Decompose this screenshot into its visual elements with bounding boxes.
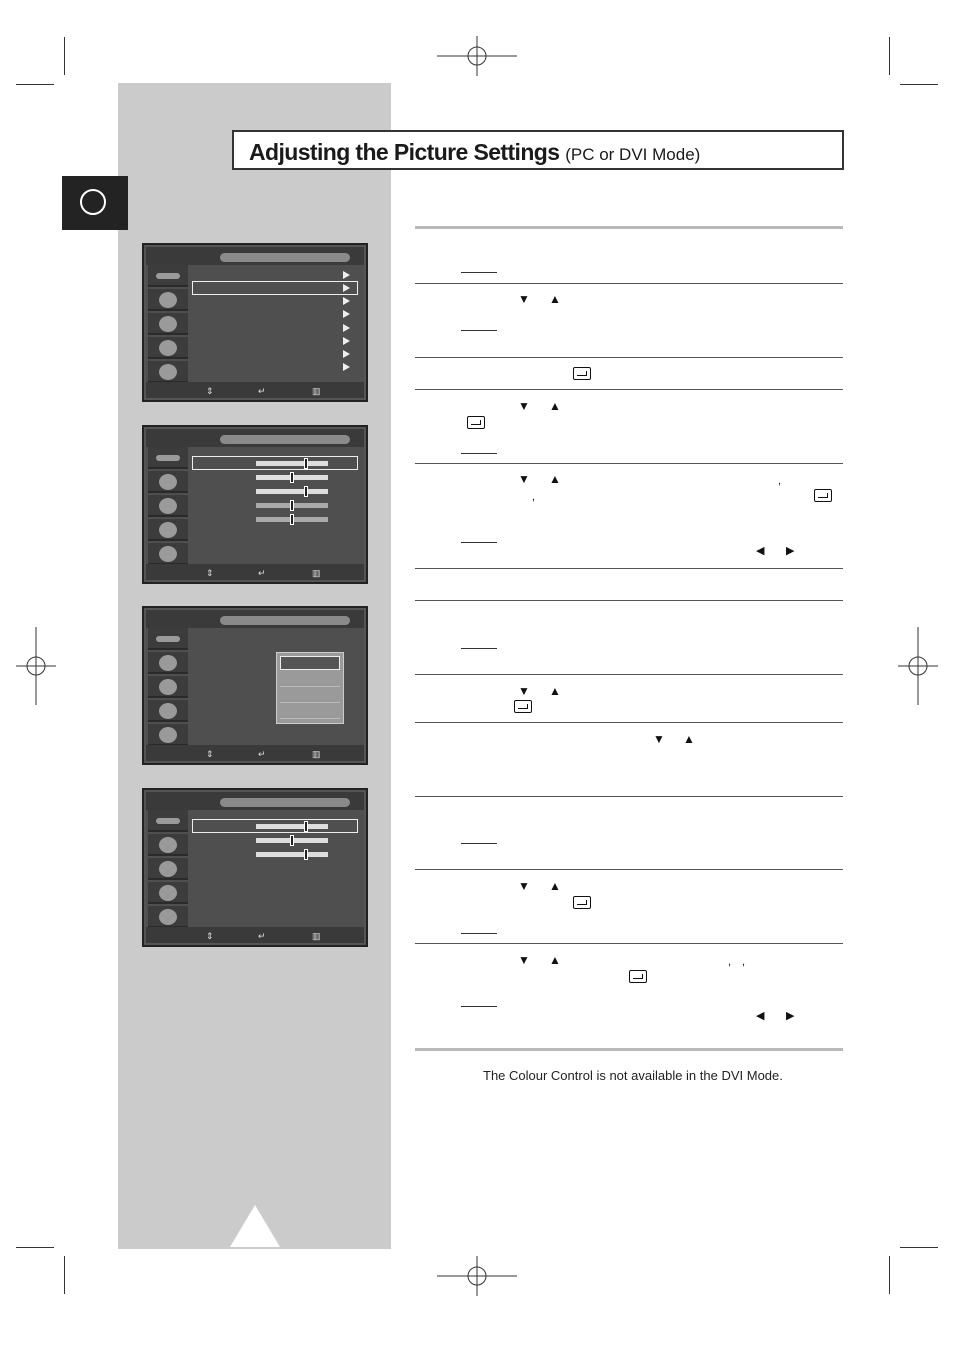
registration-mark [898,627,938,705]
osd-screen-popup [142,606,368,765]
enter-icon [514,700,532,713]
sound-icon [148,289,188,311]
crop-mark [900,1247,938,1248]
osd-title-bar [146,610,364,628]
channel-icon [148,495,188,517]
section-rule-bottom [415,1048,843,1051]
exit-icon: ▥ [312,386,321,396]
popup-option [280,689,340,703]
registration-mark [437,1256,517,1296]
osd-title-bar [146,247,364,265]
up-icon: ▲ [549,879,561,893]
slider-knob [304,821,308,832]
osd-title-pill [220,798,350,807]
section-tab [62,176,128,230]
osd-control-bar [146,382,364,398]
menu-arrow-icon [343,271,350,279]
comma-mark: , [532,491,536,503]
osd-icon-column [148,628,188,746]
right-icon: ▶ [786,545,795,557]
exit-icon: ▥ [312,931,321,941]
registration-mark [437,36,517,76]
enter-icon [814,489,832,502]
input-icon [148,724,188,746]
down-icon: ▼ [518,953,530,967]
up-icon: ▲ [549,472,561,486]
down-icon: ▼ [518,472,530,486]
page-subtitle: (PC or DVI Mode) [565,145,701,164]
osd-slider [256,517,328,522]
input-icon [148,543,188,565]
step-divider [415,463,843,464]
setup-icon [148,337,188,359]
setup-icon [148,882,188,904]
picture-icon [148,265,188,287]
step-divider [415,357,843,358]
step-divider [415,796,843,797]
result-marker [461,453,497,454]
menu-arrow-icon [343,310,350,318]
picture-icon [148,628,188,650]
osd-slider [256,824,328,829]
result-marker [461,843,497,844]
osd-icon-column [148,265,188,383]
right-icon: ▶ [786,1010,795,1022]
step-divider [415,869,843,870]
page-title-text: Adjusting the Picture Settings [249,139,560,165]
osd-slider [256,838,328,843]
osd-screen-colour-sliders [142,788,368,947]
menu-arrow-icon [343,297,350,305]
step-divider [415,389,843,390]
move-icon: ⇕ [206,749,214,759]
setup-icon [148,519,188,541]
crop-mark [16,1247,54,1248]
input-icon [148,906,188,928]
result-marker [461,272,497,273]
crop-mark [889,37,890,75]
osd-icon-column [148,810,188,928]
footnote: The Colour Control is not available in the DVI Mode. [483,1068,783,1083]
up-icon: ▲ [549,684,561,698]
slider-knob [290,472,294,483]
enter-icon: ↵ [258,386,266,396]
osd-title-pill [220,253,350,262]
osd-title-bar [146,792,364,810]
down-icon: ▼ [653,732,665,746]
enter-icon [573,367,591,380]
menu-arrow-icon [343,350,350,358]
picture-icon [148,447,188,469]
result-marker [461,542,497,543]
slider-knob [304,849,308,860]
osd-selected-row [192,281,358,295]
down-icon: ▼ [518,684,530,698]
step-divider [415,283,843,284]
up-icon: ▲ [549,953,561,967]
move-icon: ⇕ [206,931,214,941]
enter-icon: ↵ [258,931,266,941]
step-divider [415,600,843,601]
crop-mark [889,1256,890,1294]
section-rule-top [415,226,843,229]
menu-arrow-icon [343,324,350,332]
exit-icon: ▥ [312,749,321,759]
popup-option [280,656,340,670]
menu-arrow-icon [343,284,350,292]
up-icon: ▲ [549,399,561,413]
slider-knob [290,835,294,846]
page-triangle [230,1205,280,1247]
comma-mark: , [742,956,746,968]
up-icon: ▲ [549,292,561,306]
osd-control-bar [146,927,364,943]
osd-screen-sliders [142,425,368,584]
comma-mark: , [778,475,782,487]
channel-icon [148,676,188,698]
registration-mark [16,627,56,705]
slider-knob [290,500,294,511]
sound-icon [148,834,188,856]
channel-icon [148,858,188,880]
osd-popup-list [276,652,344,724]
step-divider [415,943,843,944]
result-marker [461,1006,497,1007]
result-marker [461,933,497,934]
osd-slider [256,489,328,494]
enter-icon [629,970,647,983]
slider-knob [290,514,294,525]
osd-control-bar [146,745,364,761]
crop-mark [64,1256,65,1294]
step-divider [415,722,843,723]
osd-title-pill [220,435,350,444]
crop-mark [16,84,54,85]
osd-screen-picture-menu [142,243,368,402]
left-icon: ◀ [756,545,765,557]
result-marker [461,330,497,331]
step-divider [415,568,843,569]
menu-arrow-icon [343,363,350,371]
title-box [232,130,844,170]
osd-slider [256,852,328,857]
osd-title-pill [220,616,350,625]
move-icon: ⇕ [206,386,214,396]
slider-knob [304,486,308,497]
popup-option [280,705,340,719]
enter-icon [467,416,485,429]
sound-icon [148,471,188,493]
enter-icon [573,896,591,909]
crop-mark [900,84,938,85]
move-icon: ⇕ [206,568,214,578]
result-marker [461,648,497,649]
input-icon [148,361,188,383]
page-title [249,139,700,166]
picture-icon [148,810,188,832]
osd-slider [256,503,328,508]
up-icon: ▲ [683,732,695,746]
sound-icon [148,652,188,674]
slider-knob [304,458,308,469]
down-icon: ▼ [518,399,530,413]
popup-option [280,673,340,687]
setup-icon [148,700,188,722]
down-icon: ▼ [518,879,530,893]
left-icon: ◀ [756,1010,765,1022]
down-icon: ▼ [518,292,530,306]
enter-icon: ↵ [258,749,266,759]
osd-icon-column [148,447,188,565]
menu-arrow-icon [343,337,350,345]
step-divider [415,674,843,675]
exit-icon: ▥ [312,568,321,578]
crop-mark [64,37,65,75]
osd-slider [256,475,328,480]
enter-icon: ↵ [258,568,266,578]
channel-icon [148,313,188,335]
osd-control-bar [146,564,364,580]
osd-slider [256,461,328,466]
circle-icon [80,189,106,215]
comma-mark: , [728,956,732,968]
osd-title-bar [146,429,364,447]
